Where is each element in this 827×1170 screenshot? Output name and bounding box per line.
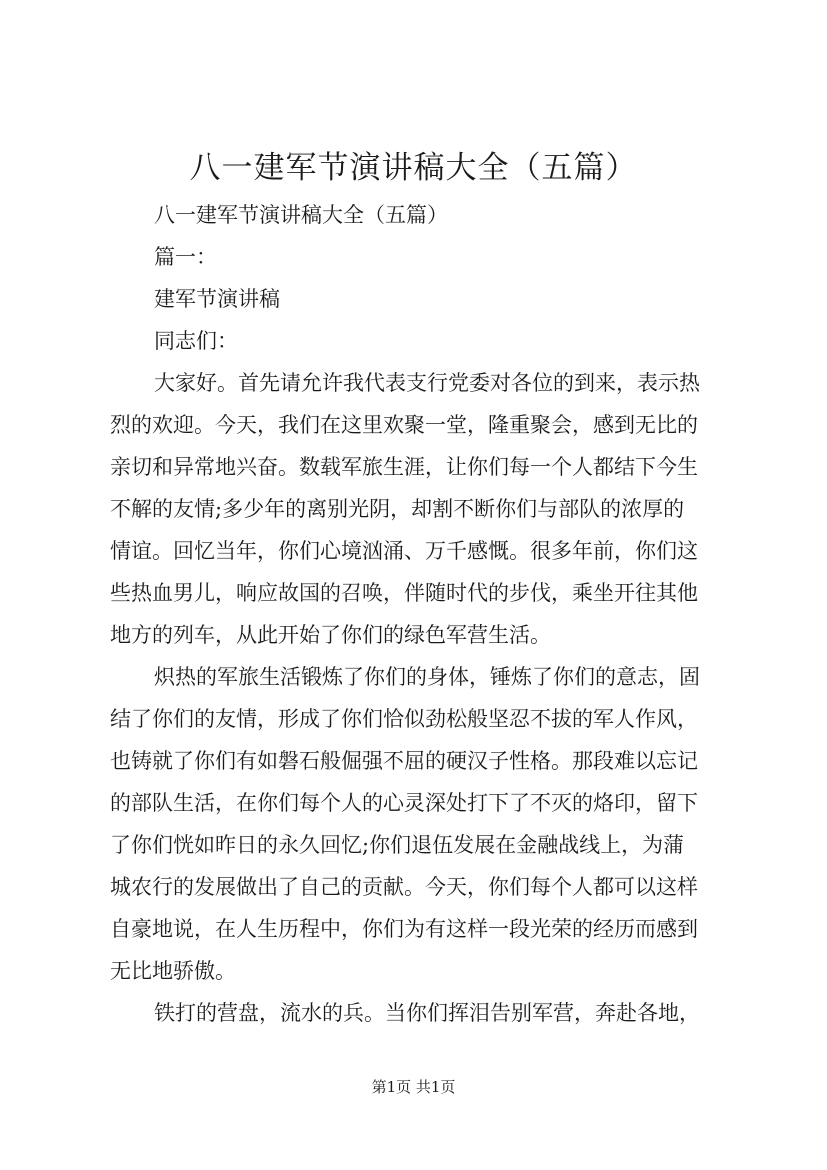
paragraph-line: 铁打的营盘，流水的兵。当你们挥泪告别军营，奔赴各地， xyxy=(154,1001,700,1025)
paragraph-line: 自豪地说，在人生历程中，你们为有这样一段光荣的经历而感到 xyxy=(110,917,698,941)
paragraph-line: 炽热的军旅生活锻炼了你们的身体，锤炼了你们的意志，固 xyxy=(154,665,700,689)
paragraph-line: 的部队生活，在你们每个人的心灵深处打下了不灭的烙印，留下 xyxy=(110,791,698,815)
document-title: 八一建军节演讲稿大全（五篇） xyxy=(189,150,638,186)
paragraph-line: 亲切和异常地兴奋。数载军旅生涯，让你们每一个人都结下今生 xyxy=(110,455,698,479)
document-body xyxy=(110,194,730,1034)
paragraph-line: 了你们恍如昨日的永久回忆;你们退伍发展在金融战线上，为蒲 xyxy=(110,833,685,857)
page-number-footer: 第1页 共1页 xyxy=(371,1078,456,1096)
paragraph-line: 大家好。首先请允许我代表支行党委对各位的到来，表示热 xyxy=(154,371,700,395)
paragraph-line: 城农行的发展做出了自己的贡献。今天，你们每个人都可以这样 xyxy=(110,875,698,899)
paragraph-line: 烈的欢迎。今天，我们在这里欢聚一堂，隆重聚会，感到无比的 xyxy=(110,413,698,437)
subtitle-line: 八一建军节演讲稿大全（五篇） xyxy=(154,203,448,227)
paragraph-line: 结了你们的友情，形成了你们恰似劲松般坚忍不拔的军人作风， xyxy=(110,707,698,731)
paragraph-line: 情谊。回忆当年，你们心境汹涌、万千感慨。很多年前，你们这 xyxy=(110,539,698,563)
paragraph-line: 也铸就了你们有如磐石般倔强不屈的硬汉子性格。那段难以忘记 xyxy=(110,749,698,773)
paragraph-line: 地方的列车，从此开始了你们的绿色军营生活。 xyxy=(110,623,551,647)
paragraph-line: 不解的友情;多少年的离别光阴，却割不断你们与部队的浓厚的 xyxy=(110,497,685,521)
section-heading: 建军节演讲稿 xyxy=(154,287,280,311)
salutation: 同志们： xyxy=(154,329,238,353)
paragraph-line: 些热血男儿，响应故国的召唤，伴随时代的步伐，乘坐开往其他 xyxy=(110,581,698,605)
paragraph-line: 无比地骄傲。 xyxy=(110,959,236,983)
section-label: 篇一： xyxy=(154,245,217,269)
